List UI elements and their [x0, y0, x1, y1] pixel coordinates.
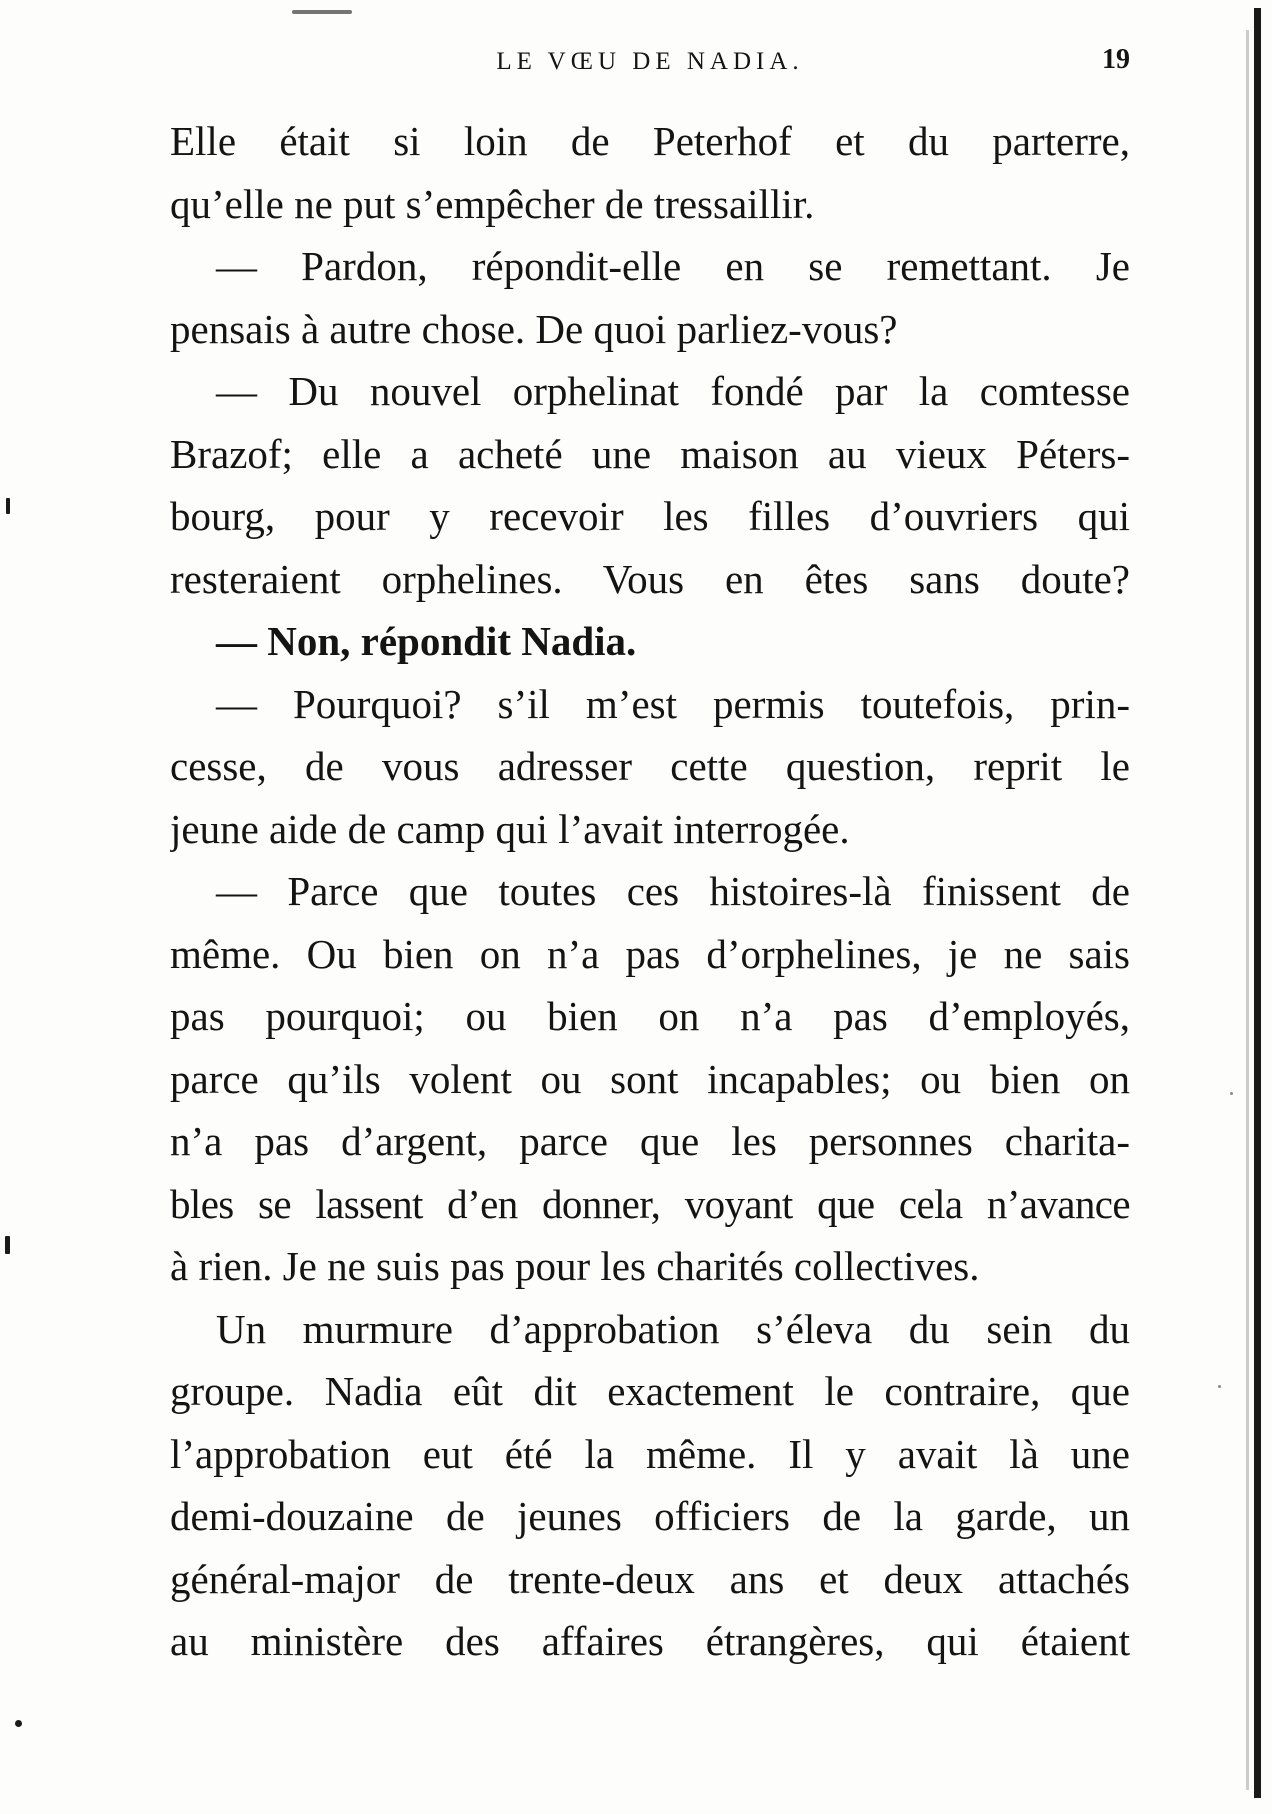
text-line: Elle était si loin de Peterhof et du parterre, — [170, 118, 1130, 164]
text-line: parce qu’ils volent ou sont incapables; ou bien on — [170, 1055, 1130, 1102]
page-edge-line — [1254, 8, 1261, 1798]
scan-speck — [292, 10, 352, 14]
text-line: pensais à autre chose. De quoi parliez-vous? — [170, 305, 898, 352]
text-line: — Du nouvel orphelinat fondé par la comtesse — [216, 368, 1130, 414]
text-line: général-major de trente-deux ans et deux attachés — [170, 1555, 1130, 1602]
text-line: même. Ou bien on n’a pas d’orphelines, je ne sais — [170, 930, 1130, 977]
text-line: — Pardon, répondit-elle en se remettant. Je — [216, 243, 1130, 289]
text-line: bourg, pour y recevoir les filles d’ouvriers qui — [170, 493, 1130, 539]
text-line: — Pourquoi? s’il m’est permis toutefois, prin- — [216, 680, 1130, 727]
text-line: au ministère des affaires étrangères, qui étaient — [170, 1618, 1130, 1664]
running-head — [170, 42, 1130, 82]
text-line: resteraient orphelines. Vous en êtes sans doute? — [170, 555, 1130, 602]
text-line: groupe. Nadia eût dit exactement le contraire, que — [170, 1368, 1130, 1414]
text-line: bles se lassent d’en donner, voyant que cela n’avance — [170, 1180, 1130, 1227]
text-line: qu’elle ne put s’empêcher de tressaillir. — [170, 180, 815, 227]
text-line: l’approbation eut été la même. Il y avait là une — [170, 1430, 1130, 1477]
text-line: demi-douzaine de jeunes officiers de la garde, un — [170, 1493, 1130, 1539]
text-line: Brazof; elle a acheté une maison au vieux Péters- — [170, 430, 1130, 477]
scan-speck — [1218, 1385, 1221, 1388]
text-line: jeune aide de camp qui l’avait interrogée. — [170, 805, 850, 852]
text-line: Un murmure d’approbation s’éleva du sein du — [216, 1305, 1130, 1352]
text-line: — Parce que toutes ces histoires-là finissent de — [216, 868, 1130, 914]
text-line: pas pourquoi; ou bien on n’a pas d’employés, — [170, 993, 1130, 1039]
body-text — [170, 110, 1130, 1673]
text-line: — Non, répondit Nadia. — [216, 618, 637, 664]
page-edge-shadow — [1246, 30, 1249, 1790]
scan-speck — [15, 1720, 22, 1727]
text-line: n’a pas d’argent, parce que les personnes charita- — [170, 1118, 1130, 1164]
page-number: 19 — [1102, 44, 1130, 75]
running-title: LE VŒU DE NADIA. — [496, 48, 804, 75]
scan-speck — [6, 498, 10, 514]
text-line: cesse, de vous adresser cette question, reprit le — [170, 743, 1130, 789]
scan-speck — [5, 1236, 10, 1254]
text-line: à rien. Je ne suis pas pour les charités collectives. — [170, 1243, 980, 1289]
scan-speck — [1230, 1092, 1233, 1095]
